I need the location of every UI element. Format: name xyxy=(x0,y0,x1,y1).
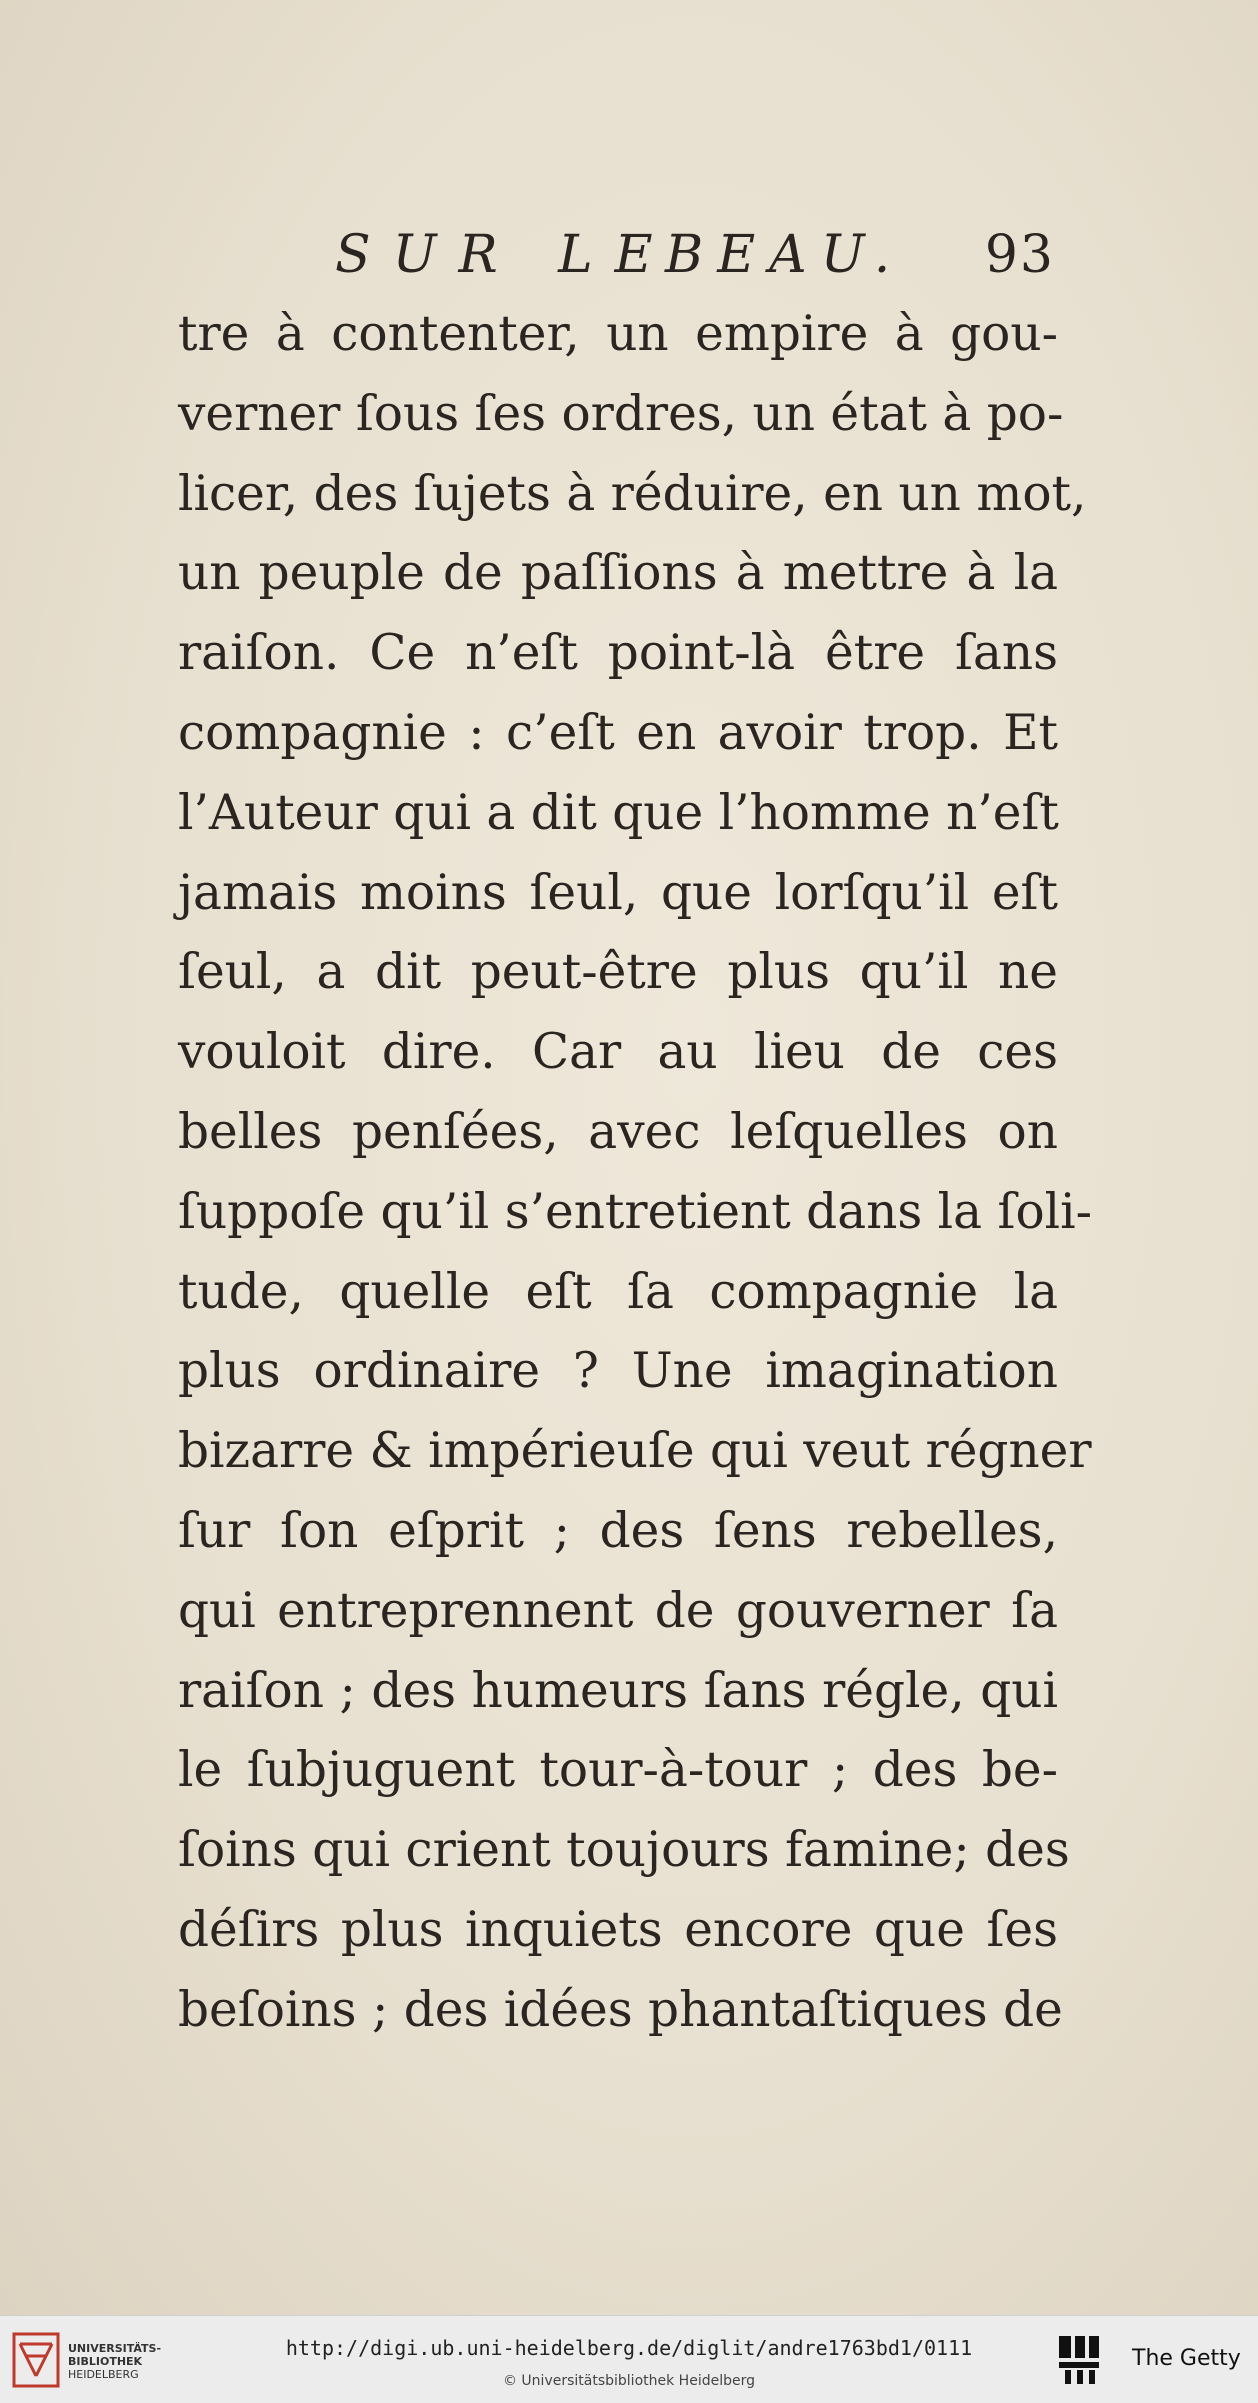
text-line: bizarre & impérieuſe qui veut régner xyxy=(178,1423,1092,1480)
text-line: licer, des ſujets à réduire, en un mot, xyxy=(178,465,1087,522)
getty-logo-icon xyxy=(1057,2334,1101,2386)
text-line: raiſon ; des humeurs ſans régle, qui xyxy=(178,1662,1058,1719)
text-line: le ſubjuguent tour-à-tour ; des be- xyxy=(178,1742,1058,1799)
running-title-part2: BEAU. xyxy=(665,225,905,285)
text-line: vouloit dire. Car au lieu de ces xyxy=(178,1024,1058,1081)
permalink-url[interactable]: http://digi.ub.uni-heidelberg.de/diglit/andre1763bd1/0111 xyxy=(285,2336,973,2360)
text-line: jamais moins ſeul, que lorſqu’il eſt xyxy=(178,864,1058,921)
running-header xyxy=(335,225,1055,295)
page-number: 93 xyxy=(984,225,1055,285)
copyright-notice: © Universitätsbibliothek Heidelberg xyxy=(502,2373,755,2389)
text-line: verner ſous ſes ordres, un état à po- xyxy=(178,385,1064,442)
text-line: compagnie : c’eſt en avoir trop. Et xyxy=(178,704,1058,761)
text-line: ſeul, a dit peut-être plus qu’il ne xyxy=(178,944,1058,1001)
page-body xyxy=(178,295,1093,2051)
text-line: raiſon. Ce n’eſt point-là être ſans xyxy=(178,625,1058,682)
text-line: ſur ſon eſprit ; des ſens rebelles, xyxy=(178,1502,1058,1559)
running-title-part1: SUR LE xyxy=(335,225,675,285)
library-name-line2: BIBLIOTHEK xyxy=(68,2355,143,2368)
text-line: ſuppoſe qu’il s’entretient dans la ſoli- xyxy=(178,1183,1093,1240)
viewer-footer xyxy=(0,2315,1258,2403)
library-name-line1: UNIVERSITÄTS- xyxy=(68,2342,162,2355)
text-line: ſoins qui crient toujours famine; des xyxy=(178,1822,1070,1879)
text-line: beſoins ; des idées phantaſtiques de xyxy=(178,1981,1063,2038)
library-name-line3: HEIDELBERG xyxy=(68,2368,139,2381)
text-line: belles penſées, avec leſquelles on xyxy=(178,1103,1058,1160)
text-line: tude, quelle eſt ſa compagnie la xyxy=(178,1263,1058,1320)
text-line: tre à contenter, un empire à gou- xyxy=(178,306,1058,362)
text-line: qui entreprennent de gouverner ſa xyxy=(178,1582,1058,1639)
text-line: plus ordinaire ? Une imagination xyxy=(178,1343,1058,1400)
text-line: l’Auteur qui a dit que l’homme n’eſt xyxy=(178,784,1059,841)
partner-name[interactable]: The Getty xyxy=(1132,2346,1241,2371)
text-line: déſirs plus inquiets encore que ſes xyxy=(178,1901,1058,1958)
text-line: un peuple de paſſions à mettre à la xyxy=(178,545,1058,602)
